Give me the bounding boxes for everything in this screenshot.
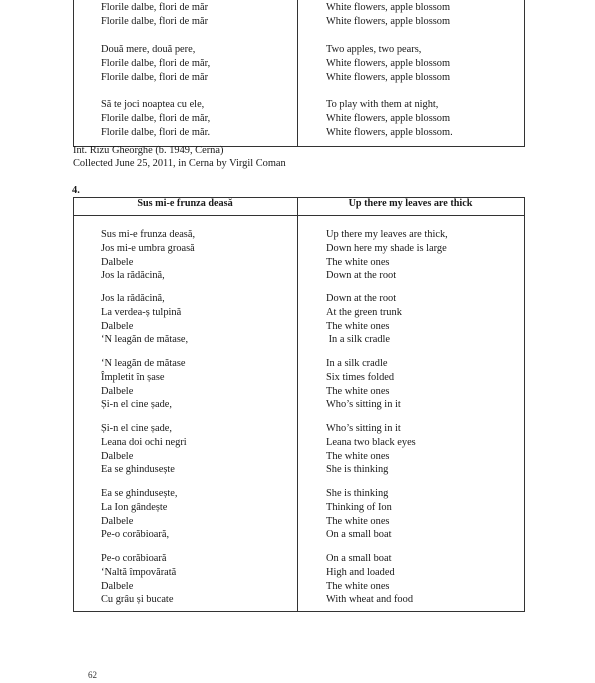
table-bottom-border <box>73 611 525 612</box>
verse-line: ‘N leagăn de mătase <box>101 358 186 369</box>
romanian-stanza <box>101 552 176 607</box>
verse-line: To play with them at night, <box>326 99 439 110</box>
verse-line: ‘N leagăn de mătase, <box>101 334 189 346</box>
song-number: 4. <box>72 185 80 196</box>
top-left-stanza <box>101 1 208 29</box>
verse-line: Who’s sitting in it <box>326 399 401 411</box>
page-number: 62 <box>88 670 97 680</box>
romanian-stanza <box>101 422 187 477</box>
verse-line: On a small boat <box>326 529 392 541</box>
verse-line: Cu grâu și bucate <box>101 594 174 606</box>
verse-line: Dalbele <box>101 580 134 592</box>
verse-line: White flowers, apple blossom <box>326 15 451 27</box>
table-right-border <box>524 197 525 612</box>
verse-line: Sus mi-e frunza deasă, <box>101 229 196 240</box>
romanian-title: Sus mi-e frunza deasă <box>137 198 233 209</box>
informant-note: Int. Rizu Gheorghe (b. 1949, Cerna) <box>73 145 224 156</box>
verse-line: Dalbele <box>101 256 134 268</box>
english-stanza <box>326 357 401 412</box>
verse-line: She is thinking <box>326 464 389 476</box>
verse-line: The white ones <box>326 385 390 397</box>
verse-line: Florile dalbe, flori de măr, <box>101 57 211 69</box>
verse-line: Dalbele <box>101 320 134 332</box>
romanian-stanza <box>101 292 188 347</box>
verse-line: Six times folded <box>326 371 395 383</box>
table-left-border <box>73 197 74 612</box>
verse-line: Pe-o corăbioară <box>101 553 167 564</box>
verse-line: Ea se ghindusește <box>101 464 175 476</box>
verse-line: La Ion gândește <box>101 501 168 513</box>
verse-line: In a silk cradle <box>326 358 388 369</box>
verse-line: Jos la rădăcină, <box>101 293 165 304</box>
verse-line: White flowers, apple blossom <box>326 112 451 124</box>
table-column-divider <box>297 197 298 612</box>
verse-line: Florile dalbe, flori de măr <box>101 15 209 27</box>
verse-line: Și-n el cine șade, <box>101 399 172 411</box>
top-left-stanza <box>101 98 210 139</box>
verse-line: White flowers, apple blossom <box>326 71 451 83</box>
top-table-column-divider <box>297 0 298 147</box>
verse-line: Florile dalbe, flori de măr <box>101 2 209 13</box>
verse-line: White flowers, apple blossom. <box>326 126 453 138</box>
top-right-stanza <box>326 1 450 29</box>
verse-line: Who’s sitting in it <box>326 423 401 434</box>
verse-line: Florile dalbe, flori de măr. <box>101 126 211 138</box>
verse-line: Și-n el cine șade, <box>101 423 172 434</box>
verse-line: White flowers, apple blossom <box>326 57 451 69</box>
verse-line: At the green trunk <box>326 306 402 318</box>
verse-line: In a silk cradle <box>326 334 391 346</box>
verse-line: High and loaded <box>326 566 395 578</box>
verse-line: She is thinking <box>326 488 389 499</box>
verse-line: The white ones <box>326 580 390 592</box>
english-title: Up there my leaves are thick <box>348 198 473 209</box>
verse-line: Up there my leaves are thick, <box>326 229 448 240</box>
verse-line: The white ones <box>326 515 390 527</box>
verse-line: Dalbele <box>101 515 134 527</box>
verse-line: With wheat and food <box>326 594 414 606</box>
verse-line: Pe-o corăbioară, <box>101 529 170 541</box>
romanian-stanza <box>101 357 186 412</box>
verse-line: Leana doi ochi negri <box>101 436 187 448</box>
verse-line: The white ones <box>326 450 390 462</box>
top-right-stanza <box>326 43 450 84</box>
top-right-stanza <box>326 98 453 139</box>
verse-line: Jos mi-e umbra groasă <box>101 242 195 254</box>
romanian-stanza <box>101 487 177 542</box>
table-header-border <box>73 215 525 216</box>
verse-line: The white ones <box>326 256 390 268</box>
english-stanza <box>326 228 448 283</box>
verse-line: Dalbele <box>101 385 134 397</box>
english-stanza <box>326 292 402 347</box>
verse-line: White flowers, apple blossom <box>326 2 451 13</box>
romanian-stanza <box>101 228 195 283</box>
collection-note: Collected June 25, 2011, in Cerna by Virgil Coman <box>73 158 286 169</box>
verse-line: ‘Naltă împovărată <box>101 566 177 578</box>
verse-line: Leana two black eyes <box>326 436 416 448</box>
verse-line: Împletit în șase <box>101 371 165 383</box>
verse-line: La verdea-ș tulpină <box>101 306 182 318</box>
verse-line: Down here my shade is large <box>326 242 447 254</box>
verse-line: Jos la rădăcină, <box>101 270 165 282</box>
english-stanza <box>326 552 413 607</box>
verse-line: Florile dalbe, flori de măr <box>101 71 209 83</box>
verse-line: Două mere, două pere, <box>101 44 196 55</box>
top-table-left-border <box>73 0 74 147</box>
top-table-right-border <box>524 0 525 147</box>
english-stanza <box>326 487 392 542</box>
verse-line: Down at the root <box>326 270 397 282</box>
verse-line: Ea se ghindusește, <box>101 488 178 499</box>
verse-line: Thinking of Ion <box>326 501 392 513</box>
verse-line: Florile dalbe, flori de măr, <box>101 112 211 124</box>
verse-line: Dalbele <box>101 450 134 462</box>
verse-line: On a small boat <box>326 553 392 564</box>
verse-line: Să te joci noaptea cu ele, <box>101 99 205 110</box>
verse-line: Down at the root <box>326 293 397 304</box>
top-left-stanza <box>101 43 210 84</box>
english-stanza <box>326 422 416 477</box>
verse-line: The white ones <box>326 320 390 332</box>
verse-line: Two apples, two pears, <box>326 44 422 55</box>
